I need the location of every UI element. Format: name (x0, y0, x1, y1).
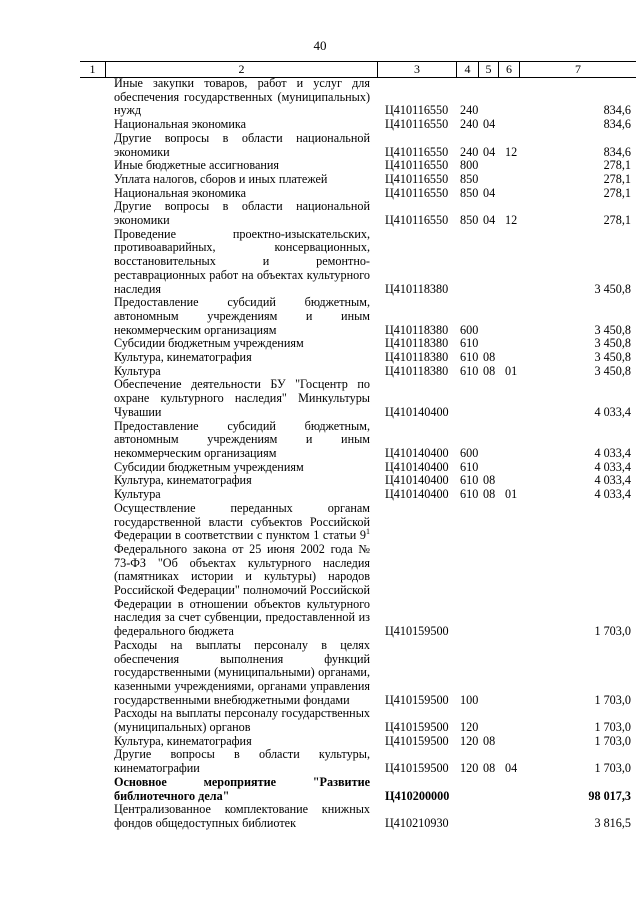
row-code: Ц410116550 (385, 144, 449, 159)
row-code: Ц410140400 (385, 404, 449, 419)
table-row (0, 173, 640, 187)
row-col-5: 08 (483, 363, 496, 378)
row-name: Иные бюджетные ассигнования (114, 158, 280, 173)
row-name: Другие вопросы в области национальной экономики (114, 199, 370, 228)
table-row (0, 228, 640, 297)
row-amount: 834,6 (603, 144, 631, 159)
row-name: Основное мероприятие "Развитие библиотечного дела" (114, 774, 370, 803)
row-code: Ц410159500 (385, 692, 449, 707)
row-amount: 3 450,8 (594, 350, 631, 365)
row-amount: 834,6 (603, 103, 631, 118)
row-amount: 1 703,0 (594, 761, 631, 776)
row-name: Национальная экономика (114, 185, 247, 200)
table-row (0, 351, 640, 365)
row-col-5: 08 (483, 350, 496, 365)
table-row (0, 461, 640, 475)
row-col-5: 04 (483, 213, 496, 228)
row-col-5: 08 (483, 473, 496, 488)
row-col-5: 04 (483, 117, 496, 132)
header-col-5: 5 (478, 62, 498, 77)
row-col-4: 610 (460, 336, 479, 351)
table-row (0, 748, 640, 775)
table-row (0, 159, 640, 173)
row-amount: 278,1 (603, 158, 631, 173)
row-col-4: 850 (460, 185, 479, 200)
footnote-superscript: 1 (366, 527, 370, 537)
row-col-4: 600 (460, 445, 479, 460)
table-row (0, 378, 640, 419)
table-row (0, 776, 640, 803)
table-row (0, 735, 640, 749)
row-code: Ц410140400 (385, 459, 449, 474)
row-name: Расходы на выплаты персоналу в целях обеспечения выполнения функций государственными (муниципальными) органами, казенными учреждениями, органами управления государственными внебюджетными фондами (114, 637, 370, 707)
row-col-4: 240 (460, 117, 479, 132)
row-amount: 3 816,5 (594, 815, 631, 830)
row-code: Ц410116550 (385, 185, 449, 200)
row-amount: 4 033,4 (594, 473, 631, 488)
row-name: Культура (114, 487, 161, 502)
row-amount: 1 703,0 (594, 720, 631, 735)
row-col-4: 610 (460, 487, 479, 502)
table-body (0, 77, 640, 831)
table-row (0, 502, 640, 639)
row-col-4: 610 (460, 350, 479, 365)
row-code: Ц410159500 (385, 733, 449, 748)
row-name: Предоставление субсидий бюджетным, автономным учреждениям и иным некоммерческим организациям (114, 418, 370, 460)
row-code: Ц410118380 (385, 350, 449, 365)
row-code: Ц410116550 (385, 103, 449, 118)
row-name: Централизованное комплектование книжных фондов общедоступных библиотек (114, 802, 370, 830)
page-number: 40 (313, 38, 327, 53)
row-col-4: 850 (460, 213, 479, 228)
table-row (0, 200, 640, 227)
row-name: Субсидии бюджетным учреждениям (114, 336, 304, 351)
row-name: Проведение проектно-изыскательских, противоаварийных, консервационных, восстановительных и ремонтно-реставрационных работ на объектах культурного наследия (114, 226, 370, 296)
row-name: Другие вопросы в области культуры, кинематографии (114, 747, 370, 776)
row-col-5: 04 (483, 144, 496, 159)
row-amount: 834,6 (603, 117, 631, 132)
row-name: Обеспечение деятельности БУ "Госцентр по охране культурного наследия" Минкультуры Чувашии (114, 377, 370, 419)
table-row (0, 707, 640, 734)
row-name (114, 502, 370, 639)
header-col-7: 7 (519, 62, 636, 77)
row-col-4: 850 (460, 171, 479, 186)
table-row (0, 803, 640, 830)
row-col-5: 04 (483, 185, 496, 200)
table-row (0, 132, 640, 159)
row-code: Ц410118380 (385, 363, 449, 378)
row-col-6: 04 (505, 761, 518, 776)
row-col-4: 600 (460, 322, 479, 337)
header-col-6: 6 (498, 62, 519, 77)
row-col-6: 12 (505, 213, 518, 228)
row-amount: 3 450,8 (594, 322, 631, 337)
row-amount: 4 033,4 (594, 445, 631, 460)
row-code: Ц410159500 (385, 720, 449, 735)
row-col-4: 100 (460, 692, 479, 707)
row-code: Ц410118380 (385, 281, 449, 296)
row-code: Ц410200000 (385, 788, 450, 803)
table-row (0, 337, 640, 351)
row-name-part: Осуществление переданных органам государственной власти субъектов Российской Федерации в соответствии с пунктом 1 статьи 9 (114, 500, 370, 543)
row-col-4: 240 (460, 144, 479, 159)
table-row (0, 488, 640, 502)
table-row (0, 77, 640, 118)
row-amount: 1 703,0 (594, 692, 631, 707)
table-row (0, 420, 640, 461)
row-col-5: 08 (483, 761, 496, 776)
row-name: Иные закупки товаров, работ и услуг для обеспечения государственных (муниципальных) нужд (114, 76, 370, 118)
header-col-3: 3 (377, 62, 456, 77)
row-name: Другие вопросы в области национальной экономики (114, 130, 370, 159)
row-amount: 278,1 (603, 213, 631, 228)
table-row (0, 474, 640, 488)
header-col-1: 1 (89, 62, 96, 76)
row-col-5: 08 (483, 487, 496, 502)
row-amount: 278,1 (603, 171, 631, 186)
row-col-6: 01 (505, 363, 518, 378)
row-amount: 1 703,0 (594, 733, 631, 748)
row-amount: 3 450,8 (594, 363, 631, 378)
table-row (0, 639, 640, 708)
row-amount: 1 703,0 (594, 624, 631, 639)
row-code: Ц410159500 (385, 624, 449, 639)
row-col-4: 120 (460, 733, 479, 748)
row-amount: 98 017,3 (588, 788, 631, 803)
row-code: Ц410118380 (385, 322, 449, 337)
row-name: Культура, кинематография (114, 733, 252, 748)
row-name-part: Федерального закона от 25 июня 2002 года № 73-ФЗ "Об объектах культурного наследия (памятниках истории и культуры) народов Российской Федерации" полномочий Российской Федерации в отношении объектов культурного наследия за счет субвенции, предоставленной из федерального бюджета (114, 541, 370, 639)
row-name: Культура (114, 363, 161, 378)
row-col-4: 240 (460, 103, 479, 118)
row-code: Ц410140400 (385, 473, 449, 488)
header-col-4: 4 (456, 62, 478, 77)
row-code: Ц410140400 (385, 487, 449, 502)
row-col-4: 120 (460, 761, 479, 776)
row-amount: 3 450,8 (594, 336, 631, 351)
row-col-6: 12 (505, 144, 518, 159)
row-code: Ц410116550 (385, 117, 449, 132)
row-col-6: 01 (505, 487, 518, 502)
row-code: Ц410140400 (385, 445, 449, 460)
row-code: Ц410116550 (385, 171, 449, 186)
row-name: Уплата налогов, сборов и иных платежей (114, 171, 328, 186)
row-col-4: 610 (460, 473, 479, 488)
table-row (0, 365, 640, 379)
row-name: Предоставление субсидий бюджетным, автономным учреждениям и иным некоммерческим организациям (114, 295, 370, 337)
row-col-4: 610 (460, 459, 479, 474)
row-amount: 278,1 (603, 185, 631, 200)
row-col-4: 800 (460, 158, 479, 173)
row-col-4: 120 (460, 720, 479, 735)
row-code: Ц410116550 (385, 213, 449, 228)
row-code: Ц410159500 (385, 761, 449, 776)
header-col-2: 2 (105, 62, 377, 77)
table-row (0, 118, 640, 132)
row-amount: 4 033,4 (594, 459, 631, 474)
row-code: Ц410210930 (385, 815, 449, 830)
row-name: Культура, кинематография (114, 473, 252, 488)
row-code: Ц410118380 (385, 336, 449, 351)
row-name: Национальная экономика (114, 117, 247, 132)
row-name: Расходы на выплаты персоналу государственных (муниципальных) органов (114, 706, 370, 735)
row-col-4: 610 (460, 363, 479, 378)
row-amount: 3 450,8 (594, 281, 631, 296)
row-amount: 4 033,4 (594, 404, 631, 419)
row-code: Ц410116550 (385, 158, 449, 173)
table-row (0, 296, 640, 337)
row-name: Субсидии бюджетным учреждениям (114, 459, 304, 474)
row-name: Культура, кинематография (114, 350, 252, 365)
table-row (0, 187, 640, 201)
row-amount: 4 033,4 (594, 487, 631, 502)
row-col-5: 08 (483, 733, 496, 748)
